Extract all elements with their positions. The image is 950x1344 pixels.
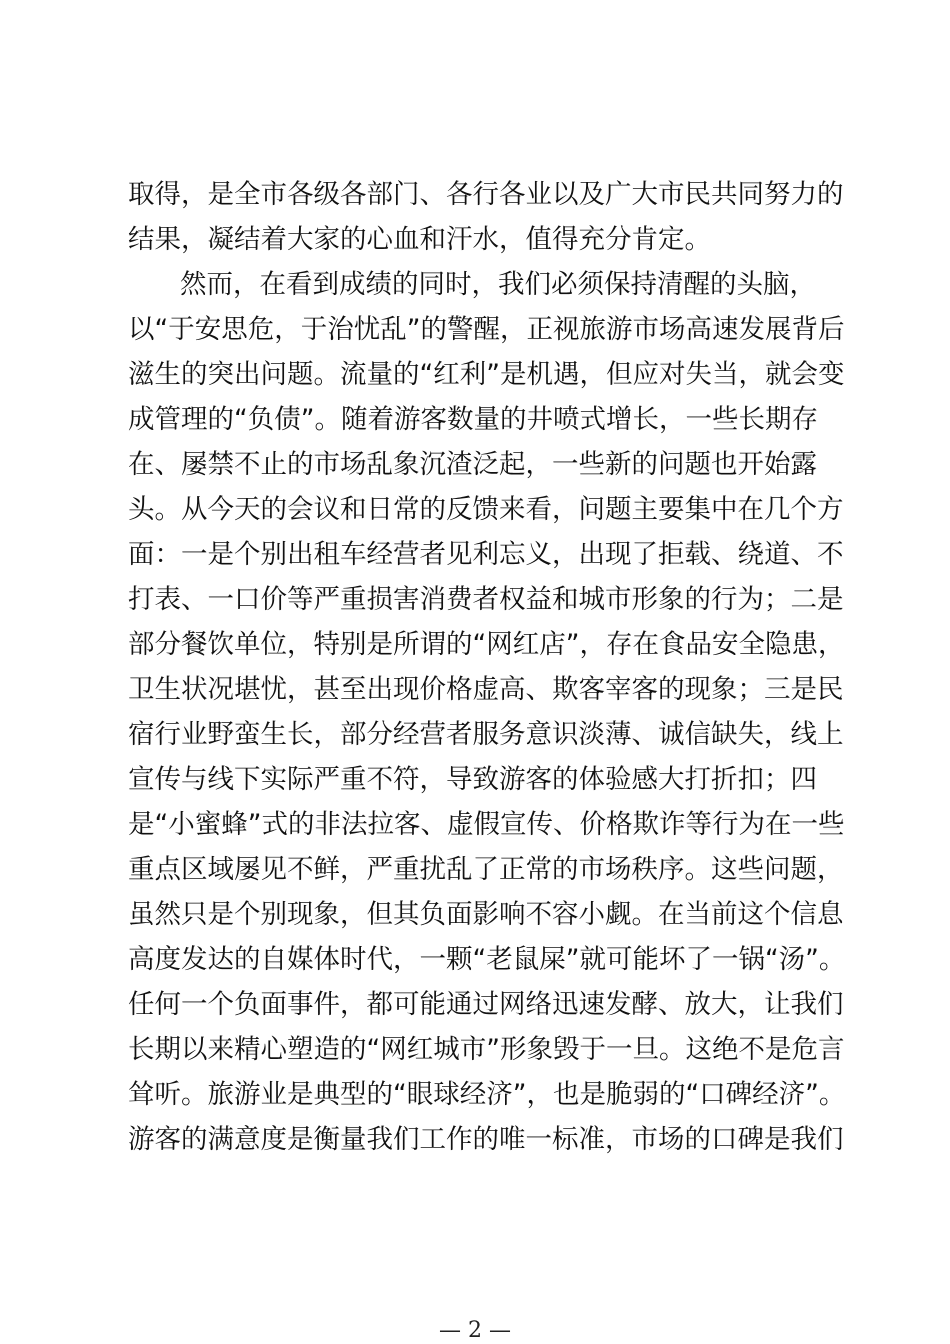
text-line: 宣传与线下实际严重不符，导致游客的体验感大打折扣；四 — [128, 764, 817, 795]
text-line: 任何一个负面事件，都可能通过网络迅速发酵、放大，让我们 — [128, 989, 844, 1020]
text-line: 在、屡禁不止的市场乱象沉渣泛起，一些新的问题也开始露 — [128, 449, 817, 480]
text-line: 高度发达的自媒体时代，一颗“老鼠屎”就可能坏了一锅“汤”。 — [128, 944, 846, 975]
text-line: 卫生状况堪忧，甚至出现价格虚高、欺客宰客的现象；三是民 — [128, 674, 844, 705]
text-line: 滋生的突出问题。流量的“红利”是机遇，但应对失当，就会变 — [128, 359, 845, 390]
paragraph-first-line: 然而，在看到成绩的同时，我们必须保持清醒的头脑， — [180, 269, 816, 300]
text-line: 耸听。旅游业是典型的“眼球经济”，也是脆弱的“口碑经济”。 — [128, 1079, 846, 1110]
text-line: 头。从今天的会议和日常的反馈来看，问题主要集中在几个方 — [128, 494, 844, 525]
text-line: 游客的满意度是衡量我们工作的唯一标准，市场的口碑是我们 — [128, 1124, 844, 1155]
text-line: 长期以来精心塑造的“网红城市”形象毁于一旦。这绝不是危言 — [128, 1034, 845, 1065]
page-number: — 2 — — [439, 1318, 511, 1343]
text-line: 宿行业野蛮生长，部分经营者服务意识淡薄、诚信缺失，线上 — [128, 719, 844, 750]
text-line: 打表、一口价等严重损害消费者权益和城市形象的行为；二是 — [128, 584, 844, 615]
text-line: 重点区域屡见不鲜，严重扰乱了正常的市场秩序。这些问题， — [128, 854, 844, 885]
body-text — [128, 172, 846, 1162]
text-line: 虽然只是个别现象，但其负面影响不容小觑。在当前这个信息 — [128, 899, 844, 930]
text-line: 取得，是全市各级各部门、各行各业以及广大市民共同努力的 — [128, 179, 844, 210]
text-line: 是“小蜜蜂”式的非法拉客、虚假宣传、价格欺诈等行为在一些 — [128, 809, 845, 840]
text-line: 面：一是个别出租车经营者见利忘义，出现了拒载、绕道、不 — [128, 539, 844, 570]
text-line: 成管理的“负债”。随着游客数量的井喷式增长，一些长期存 — [128, 404, 818, 435]
text-line: 以“于安思危，于治忧乱”的警醒，正视旅游市场高速发展背后 — [128, 314, 845, 345]
text-line: 部分餐饮单位，特别是所谓的“网红店”，存在食品安全隐患， — [128, 629, 845, 660]
text-line: 结果，凝结着大家的心血和汗水，值得充分肯定。 — [128, 224, 711, 255]
